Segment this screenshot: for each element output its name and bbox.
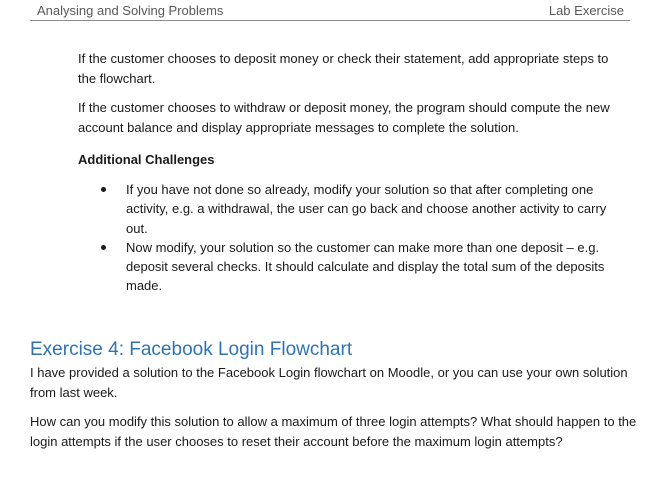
challenges-list [78,180,630,296]
additional-challenges-heading: Additional Challenges [78,152,215,167]
paragraph-deposit-statement: If the customer chooses to deposit money or check their statement, add appropriate steps to the flowchart. [78,51,609,86]
bullet-icon [101,187,106,192]
list-item [78,180,630,238]
list-item-text: If you have not done so already, modify your solution so that after completing one activity, e.g. a withdrawal, the user can go back and choose another activity to carry out. [126,182,607,236]
list-item-text: Now modify, your solution so the customer can make more than one deposit – e.g. deposit several checks. It should calculate and display the total sum of the deposits made. [126,239,605,294]
page-header [30,2,630,21]
list-item [78,238,630,296]
bullet-icon [101,245,106,250]
paragraph-withdraw-deposit: If the customer chooses to withdraw or deposit money, the program should compute the new account balance and display appropriate messages to complete the solution. [78,100,610,135]
header-section-label: Lab Exercise [548,3,624,18]
exercise-4-heading: Exercise 4: Facebook Login Flowchart [30,339,353,360]
paragraph-facebook-solution: I have provided a solution to the Facebook Login flowchart on Moodle, or you can use your own solution from last week. [30,365,628,400]
paragraph-login-attempts: How can you modify this solution to allow a maximum of three login attempts? What should happen to the login attempts if the user chooses to reset their account before the maximum login attempts? [30,414,637,449]
header-course-title: Analysing and Solving Problems [37,3,224,18]
